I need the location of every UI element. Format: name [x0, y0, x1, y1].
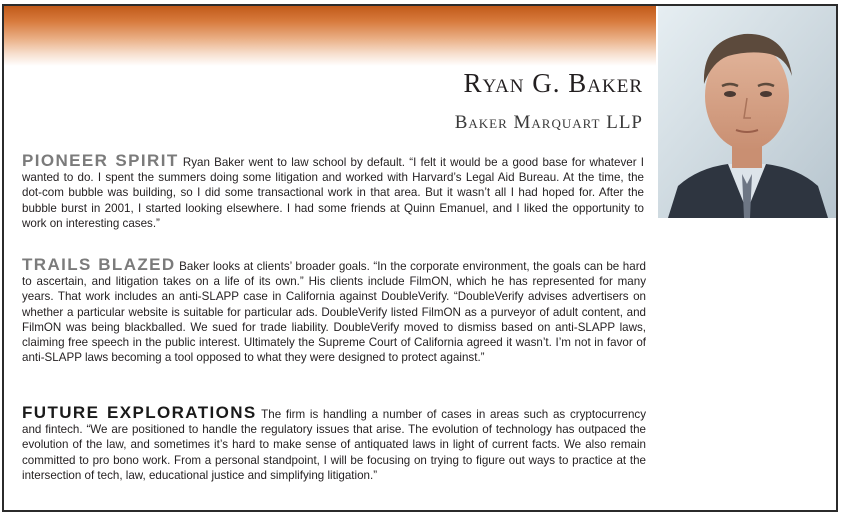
- portrait-photo: [658, 6, 836, 218]
- section-future-explorations: [22, 405, 646, 483]
- section-heading: TRAILS BLAZED: [22, 255, 176, 274]
- section-text: Baker looks at clients’ broader goals. “In the corporate environment, the goals can be hard to ascertain, and litigation takes on a life of its own.” His clients include FilmON, which he has represented for many years. That work includes an anti-SLAPP case in California against DoubleVerify. “DoubleVerify advises advertisers on whether a particular website is suitable for particular ads. DoubleVerify listed FilmON as a purveyor of adult content, and FilmON was being blackballed. We sued for trade liability. DoubleVerify moved to dismiss based on anti-SLAPP laws, claiming free speech in the public interest. Ultimately the Supreme Court of California agreed it wasn’t. I’m not in favor of anti-SLAPP laws becoming a tool opposed to what they were designed to protect against.”: [22, 260, 647, 365]
- header-gradient-banner: [4, 6, 656, 66]
- section-heading: PIONEER SPIRIT: [22, 151, 179, 170]
- section-pioneer-spirit: [22, 153, 644, 231]
- section-text: The firm is handling a number of cases in areas such as cryptocurrency and fintech. “We are positioned to handle the regulatory issues that arise. The evolution of technology has outpaced the evolution of the law, and sometimes it’s hard to make sense of antiquated laws in light of current facts. We also remain committed to pro bono work. From a personal standpoint, I will be focusing on trying to figure out ways to practice at the intersection of tech, law, educational justice and simplifying litigation.”: [22, 408, 646, 482]
- person-name: Ryan G. Baker: [463, 68, 643, 98]
- firm-name: Baker Marquart LLP: [454, 112, 643, 133]
- section-heading: FUTURE EXPLORATIONS: [22, 403, 257, 422]
- section-text: Ryan Baker went to law school by default. “I felt it would be a good base for whatever I wanted to do. I spent the summers doing some litigation and worked with Harvard’s Legal Aid Bureau. At the time, the dot-com bubble was building, so I did some transactional work in that area. But it wasn’t all I had hoped for. After the bubble burst in 2001, I started looking elsewhere. I had some friends at Quinn Emanuel, and I liked the opportunity to work on interesting cases.”: [22, 156, 645, 230]
- section-trails-blazed: [22, 257, 646, 365]
